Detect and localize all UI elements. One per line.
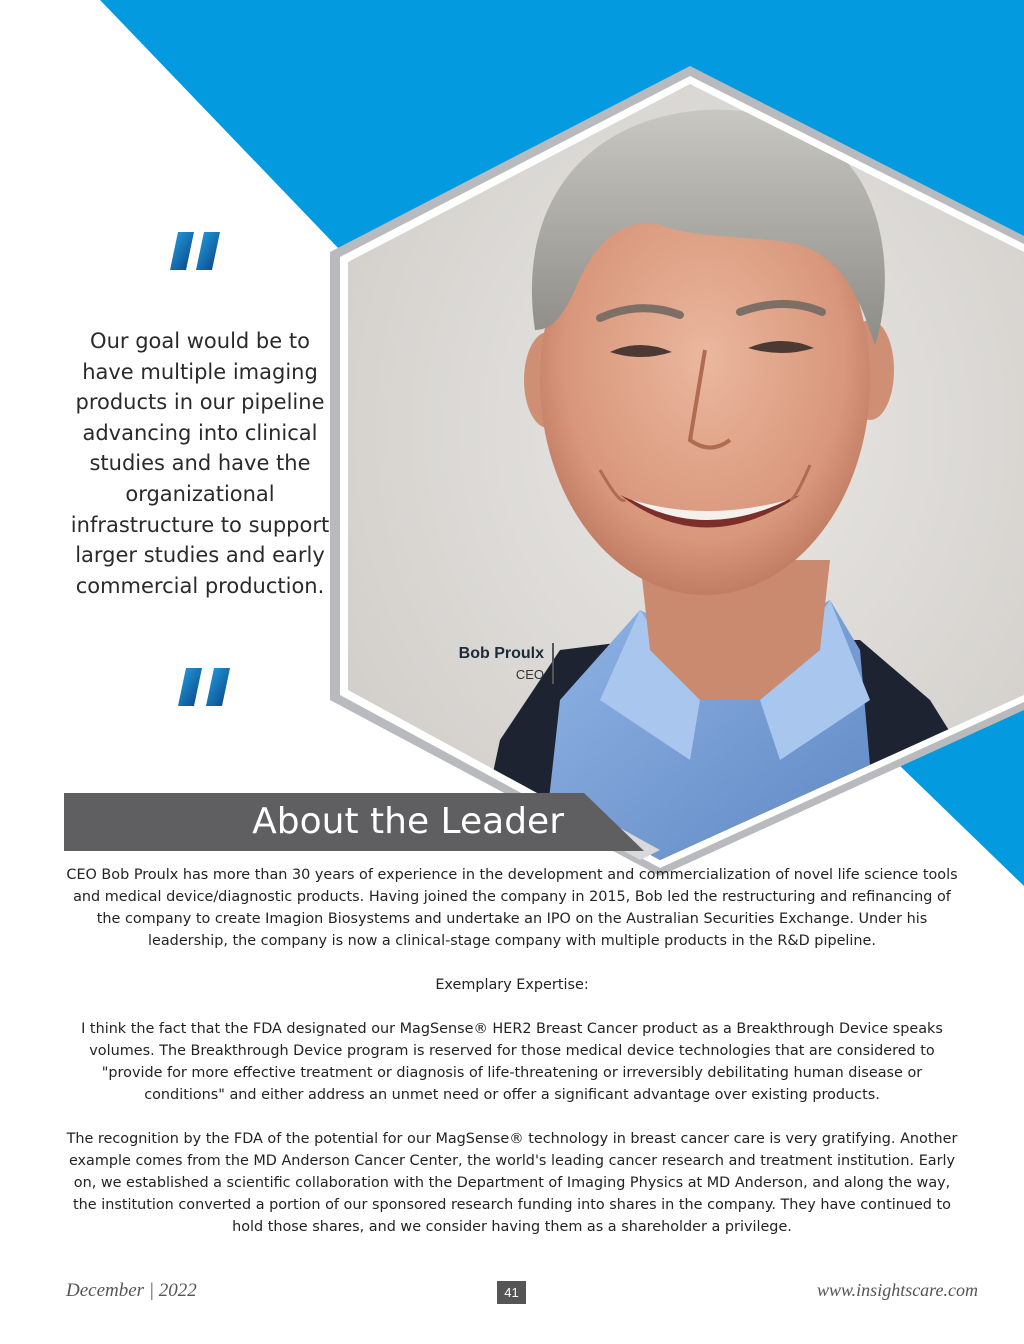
portrait-caption bbox=[459, 643, 554, 684]
page-number: 41 bbox=[497, 1281, 526, 1304]
body-paragraph: I think the fact that the FDA designated our MagSense® HER2 Breast Cancer product as a Breakthrough Device speaks volumes. The Breakthrough Device program is reserved for those medical device technologies that are considered to "provide for more effective treatment or diagnosis of life-threatening or irreversibly debilitating human disease or conditions" and either address an unmet need or offer a significant advantage over existing products. bbox=[81, 1021, 943, 1103]
open-quote-icon bbox=[170, 232, 220, 272]
section-title-bar bbox=[64, 793, 644, 851]
footer-website[interactable]: www.insightscare.com bbox=[817, 1280, 978, 1300]
caption-role: CEO bbox=[515, 667, 544, 682]
body-paragraph: CEO Bob Proulx has more than 30 years of experience in the development and commercialization of novel life science tools and medical device/diagnostic products. Having joined the company in 2015, Bob led the restructuring and refinancing of the company to create Imagion Biosystems and undertake an IPO on the Australian Securities Exchange. Under his leadership, the company is now a clinical-stage company with multiple products in the R&D pipeline. bbox=[66, 867, 958, 949]
pull-quote: Our goal would be to have multiple imaging products in our pipeline advancing into clinical studies and have the organizational infrastructure to support larger studies and early commercial production. bbox=[70, 329, 330, 598]
body-subheading: Exemplary Expertise: bbox=[435, 977, 589, 993]
body-paragraph: The recognition by the FDA of the potential for our MagSense® technology in breast cancer care is very gratifying. Another example comes from the MD Anderson Cancer Center, the world's leading cancer research and treatment institution. Early on, we established a scientific collaboration with the Department of Imaging Physics at MD Anderson, and along the way, the institution converted a portion of our sponsored research funding into shares in the company. They have continued to hold those shares, and we consider having them as a shareholder a privilege. bbox=[66, 1131, 958, 1235]
close-quote-icon bbox=[178, 668, 230, 708]
footer-date: December | 2022 bbox=[66, 1280, 197, 1301]
body-text bbox=[62, 864, 962, 1260]
section-title: About the Leader bbox=[252, 801, 564, 842]
caption-name: Bob Proulx bbox=[458, 645, 544, 662]
